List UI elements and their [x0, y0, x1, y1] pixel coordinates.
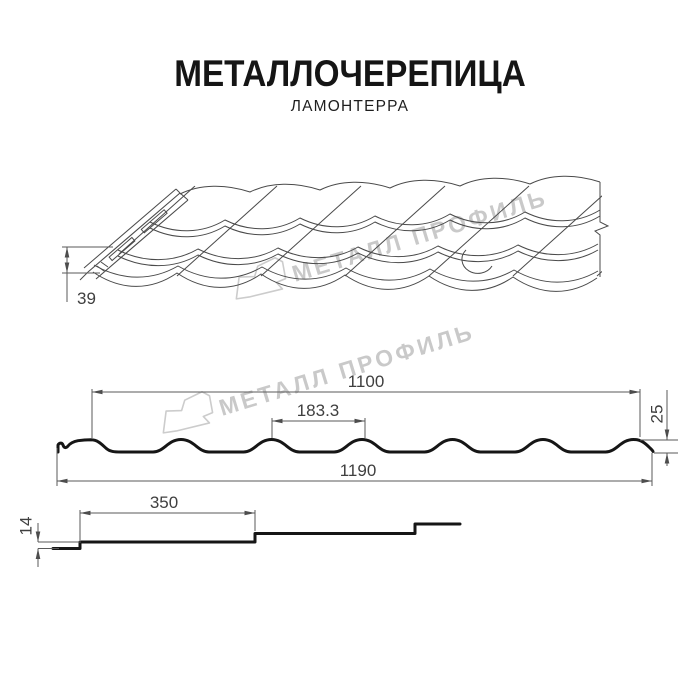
technical-drawing: МЕТАЛЛ ПРОФИЛЬ 39 1100 183.3 25 1190 350 14: [0, 0, 700, 700]
dim-label-14: 14: [16, 516, 36, 536]
dim-label-350: 350: [149, 493, 179, 512]
full-width-dimension: [57, 448, 652, 486]
overlap-step-profile: [16, 493, 460, 567]
cover-width-dimension: [92, 372, 640, 438]
dim-label-39: 39: [77, 289, 96, 308]
profile-cross-section: [57, 372, 678, 486]
watermark-top: [228, 177, 550, 305]
step-height-dimension: [16, 517, 81, 567]
dim-label-25: 25: [647, 404, 667, 424]
profile-height-dimension: [640, 390, 678, 466]
edge-height-dimension: [62, 247, 113, 308]
dim-label-183: 183.3: [296, 401, 340, 420]
dim-label-1190: 1190: [339, 461, 377, 480]
dim-label-1100: 1100: [347, 372, 385, 391]
profile-curve: [58, 440, 653, 453]
step-profile-line: [53, 524, 460, 549]
bottom-scallop-edge: [93, 272, 597, 291]
wave-pitch-dimension: [272, 401, 365, 438]
module-length-dimension: [80, 493, 255, 540]
page-title: МЕТАЛЛОЧЕРЕПИЦА: [174, 53, 526, 94]
page-subtitle: ЛАМОНТЕРРА: [290, 98, 410, 115]
